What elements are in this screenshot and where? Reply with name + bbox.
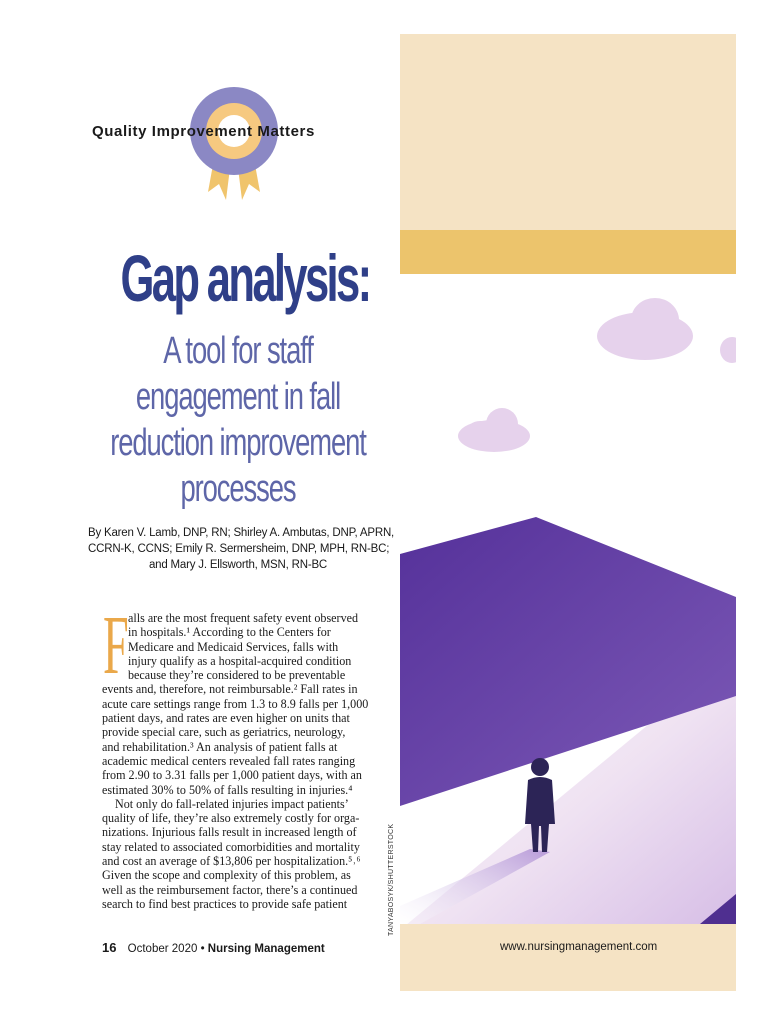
section-title: Quality Improvement Matters (92, 123, 315, 140)
subtitle-line: reduction improvement (110, 422, 366, 464)
ribbon-award-icon (186, 86, 282, 206)
issue-date: October 2020 (127, 943, 198, 955)
byline-line: and Mary J. Ellsworth, MSN, RN-BC (148, 559, 328, 571)
body-line: stay related to associated comorbidities and mortality (102, 839, 360, 854)
journal-name: Nursing Management (207, 943, 325, 955)
drop-cap: F (103, 599, 129, 692)
subtitle-line: processes (180, 468, 296, 510)
body-line: quality of life, they’re also extremely costly for orga- (102, 811, 360, 826)
body-line: estimated 30% to 50% of falls resulting in injuries.⁴ (102, 782, 353, 797)
panel-bottom-strip (400, 924, 736, 991)
body-line: Not only do fall-related injuries impact patients’ (115, 796, 349, 811)
subtitle-line: engagement in fall (135, 376, 341, 418)
article-subtitle (95, 328, 380, 512)
body-line: and cost an average of $13,806 per hospitalization.⁵˒⁶ (102, 854, 361, 869)
photo-credit: TANYABOSYK/SHUTTERSTOCK (388, 823, 395, 936)
body-line: because they’re considered to be preventable (128, 668, 346, 683)
body-line: in hospitals.¹ According to the Centers for (128, 625, 331, 640)
cover-illustration (400, 34, 736, 991)
body-line: alls are the most frequent safety event observed (128, 611, 359, 625)
body-line: search to find best practices to provide safe patient (102, 896, 348, 911)
author-byline (88, 525, 395, 573)
article-body (102, 611, 388, 911)
journal-url-link[interactable]: www.nursingmanagement.com (500, 941, 658, 953)
body-line: Given the scope and complexity of this problem, as (102, 868, 351, 883)
page-footer (102, 940, 325, 955)
article-title: Gap analysis: (120, 241, 370, 315)
body-line: from 2.90 to 3.31 falls per 1,000 patient days, with an (102, 768, 362, 783)
body-line: injury qualify as a hospital-acquired condition (128, 653, 352, 668)
body-line: nizations. Injurious falls result in increased length of (102, 825, 357, 840)
subtitle-line: A tool for staff (163, 330, 313, 372)
body-line: events and, therefore, not reimbursable.² Fall rates in (102, 682, 358, 697)
body-line: and rehabilitation.³ An analysis of patient falls at (102, 739, 338, 754)
footer-separator: • (200, 943, 205, 955)
illustration-svg (400, 34, 736, 991)
gold-band (400, 230, 736, 274)
byline-line: By Karen V. Lamb, DNP, RN; Shirley A. Ambutas, DNP, APRN, (88, 527, 395, 539)
body-line: patient days, and rates are even higher on units that (102, 711, 350, 726)
byline-line: CCRN-K, CCNS; Emily R. Sermersheim, DNP, MPH, RN-BC; (88, 543, 390, 555)
body-line: well as the reimbursement factor, there’s a continued (102, 882, 358, 897)
body-line: Medicare and Medicaid Services, falls with (128, 639, 339, 654)
body-line: provide special care, such as geriatrics, neurology, (102, 725, 346, 740)
page-number: 16 (102, 940, 117, 955)
body-line: academic medical centers revealed fall rates ranging (102, 753, 356, 768)
body-line: acute care settings range from 1.3 to 8.9 falls per 1,000 (102, 696, 369, 711)
